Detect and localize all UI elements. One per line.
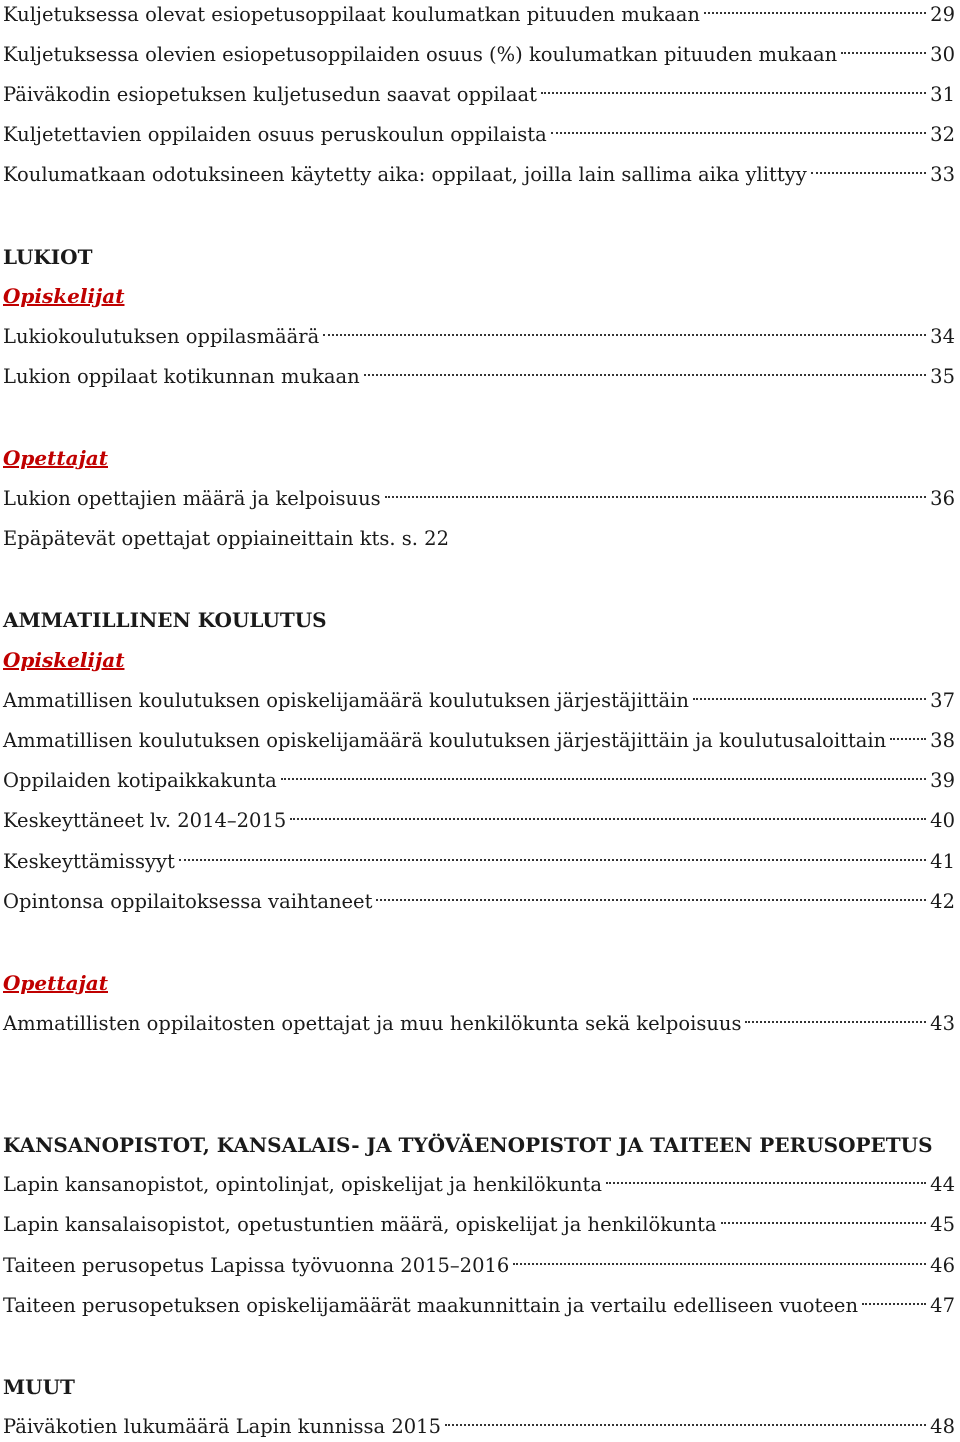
toc-entry-page: 35 [930, 365, 955, 388]
dot-leader [721, 1222, 927, 1224]
toc-entry-title: Keskeyttämissyyt [3, 850, 175, 873]
toc-entry [3, 1170, 955, 1200]
toc-entry-title: Lapin kansanopistot, opintolinjat, opiskelijat ja henkilökunta [3, 1173, 603, 1196]
toc-entry-title: Opintonsa oppilaitoksessa vaihtaneet [3, 890, 373, 913]
toc-entry-page: 36 [930, 487, 955, 510]
toc-entry [3, 484, 955, 514]
toc-entry-title: Taiteen perusopetus Lapissa työvuonna 2015–2016 [3, 1254, 510, 1277]
dot-leader [693, 698, 926, 700]
dot-leader [811, 172, 926, 174]
toc-entry [3, 726, 955, 756]
dot-leader [606, 1182, 926, 1184]
toc-entry-page: 38 [930, 729, 955, 752]
toc-entry-title: Lukion oppilaat kotikunnan mukaan [3, 365, 360, 388]
toc-entry-title: Päiväkotien lukumäärä Lapin kunnissa 2015 [3, 1415, 441, 1438]
toc-entry-title: Kuljetettavien oppilaiden osuus peruskoulun oppilaista [3, 123, 547, 146]
dot-leader [513, 1263, 926, 1265]
toc-entry [3, 322, 955, 352]
toc-entry-page: 48 [930, 1415, 955, 1438]
toc-entry-page: 41 [930, 850, 955, 873]
toc-entry [3, 362, 955, 392]
toc-entry-page: 44 [930, 1173, 955, 1196]
toc-entry [3, 686, 955, 716]
dot-leader [364, 374, 926, 376]
dot-leader [290, 818, 926, 820]
dot-leader [281, 778, 926, 780]
dot-leader [551, 132, 926, 134]
toc-entry [3, 1009, 955, 1039]
dot-leader [445, 1424, 926, 1426]
toc-entry-title: Taiteen perusopetuksen opiskelijamäärät maakunnittain ja vertailu edelliseen vuoteen [3, 1294, 859, 1317]
section-heading: MUUT [3, 1375, 75, 1399]
toc-entry-page: 39 [930, 769, 955, 792]
toc-entry [3, 887, 955, 917]
dot-leader [323, 334, 926, 336]
toc-entry [3, 1412, 955, 1442]
toc-entry-page: 31 [930, 83, 955, 106]
dot-leader [862, 1303, 926, 1305]
dot-leader [841, 52, 926, 54]
toc-entry-title: Lukiokoulutuksen oppilasmäärä [3, 325, 320, 348]
section-heading: KANSANOPISTOT, KANSALAIS- JA TYÖVÄENOPISTOT JA TAITEEN PERUSOPETUS [3, 1133, 933, 1157]
toc-entry-page: 32 [930, 123, 955, 146]
subsection-heading: Opettajat [3, 971, 108, 995]
toc-entry-title: Ammatillisten oppilaitosten opettajat ja muu henkilökunta sekä kelpoisuus [3, 1012, 742, 1035]
dot-leader [890, 738, 926, 740]
toc-entry-title: Oppilaiden kotipaikkakunta [3, 769, 277, 792]
toc-entry-title: Lapin kansalaisopistot, opetustuntien määrä, opiskelijat ja henkilökunta [3, 1213, 717, 1236]
toc-entry-page: 45 [930, 1213, 955, 1236]
toc-entry [3, 1291, 955, 1321]
section-heading: AMMATILLINEN KOULUTUS [3, 608, 327, 632]
toc-entry [3, 80, 955, 110]
toc-entry-title: Kuljetuksessa olevat esiopetusoppilaat koulumatkan pituuden mukaan [3, 3, 700, 26]
toc-entry-page: 37 [930, 689, 955, 712]
toc-entry-title: Kuljetuksessa olevien esiopetusoppilaiden osuus (%) koulumatkan pituuden mukaan [3, 43, 838, 66]
toc-entry-page: 34 [930, 325, 955, 348]
toc-entry-page: 29 [930, 3, 955, 26]
dot-leader [179, 859, 926, 861]
toc-entry-page: 30 [930, 43, 955, 66]
dot-leader [541, 92, 926, 94]
toc-entry-page: 40 [930, 809, 955, 832]
toc-entry [3, 766, 955, 796]
toc-entry [3, 1251, 955, 1281]
toc-note: Epäpätevät opettajat oppiaineittain kts. s. 22 [3, 527, 449, 550]
toc-entry-title: Lukion opettajien määrä ja kelpoisuus [3, 487, 381, 510]
toc-entry-title: Ammatillisen koulutuksen opiskelijamäärä koulutuksen järjestäjittäin [3, 689, 689, 712]
toc-entry [3, 40, 955, 70]
toc-entry-title: Keskeyttäneet lv. 2014–2015 [3, 809, 287, 832]
section-heading: LUKIOT [3, 245, 93, 269]
dot-leader [385, 496, 927, 498]
subsection-heading: Opiskelijat [3, 284, 125, 308]
toc-entry [3, 847, 955, 877]
toc-entry [3, 0, 955, 30]
toc-entry [3, 806, 955, 836]
subsection-heading: Opettajat [3, 446, 108, 470]
toc-entry [3, 120, 955, 150]
toc-entry-title: Päiväkodin esiopetuksen kuljetusedun saavat oppilaat [3, 83, 537, 106]
dot-leader [745, 1021, 926, 1023]
toc-entry-page: 33 [930, 163, 955, 186]
toc-entry-page: 43 [930, 1012, 955, 1035]
toc-entry-title: Ammatillisen koulutuksen opiskelijamäärä koulutuksen järjestäjittäin ja koulutusaloittain [3, 729, 887, 752]
dot-leader [704, 12, 926, 14]
subsection-heading: Opiskelijat [3, 648, 125, 672]
toc-entry-page: 47 [930, 1294, 955, 1317]
toc-entry-page: 46 [930, 1254, 955, 1277]
toc-entry-page: 42 [930, 890, 955, 913]
toc-entry [3, 160, 955, 190]
toc-entry [3, 1210, 955, 1240]
dot-leader [376, 899, 926, 901]
toc-entry-title: Koulumatkaan odotuksineen käytetty aika: oppilaat, joilla lain sallima aika ylittyy [3, 163, 807, 186]
